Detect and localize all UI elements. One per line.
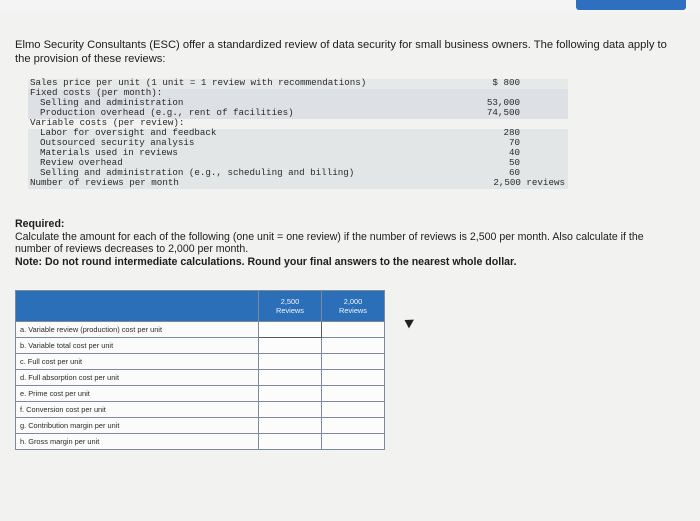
data-value: 70 bbox=[508, 137, 520, 148]
table-header-row bbox=[16, 291, 385, 322]
data-value: 60 bbox=[508, 167, 520, 178]
data-label: Outsourced security analysis bbox=[40, 137, 195, 148]
data-label: Labor for oversight and feedback bbox=[40, 127, 217, 138]
table-row bbox=[16, 338, 385, 354]
answer-input-2000[interactable] bbox=[322, 402, 385, 418]
row-label: g. Contribution margin per unit bbox=[16, 418, 259, 434]
answer-input-2000[interactable] bbox=[322, 338, 385, 354]
row-label: c. Full cost per unit bbox=[16, 354, 259, 370]
answer-input-2500[interactable] bbox=[259, 402, 322, 418]
data-value: 50 bbox=[508, 157, 520, 168]
required-heading: Required: bbox=[15, 218, 65, 230]
table-row bbox=[16, 354, 385, 370]
data-label: Number of reviews per month bbox=[30, 177, 179, 188]
table-row bbox=[16, 370, 385, 386]
row-label: h. Gross margin per unit bbox=[16, 434, 259, 450]
data-label: Fixed costs (per month): bbox=[30, 87, 163, 98]
data-label: Production overhead (e.g., rent of facilities) bbox=[40, 107, 294, 118]
data-label: Review overhead bbox=[40, 157, 123, 168]
answer-table bbox=[15, 290, 385, 450]
data-label: Sales price per unit (1 unit = 1 review with recommendations) bbox=[30, 77, 367, 88]
data-label: Materials used in reviews bbox=[40, 147, 178, 158]
table-row bbox=[16, 322, 385, 338]
table-row bbox=[16, 386, 385, 402]
data-value: $ 800 bbox=[492, 77, 520, 88]
cost-data-block bbox=[30, 78, 565, 188]
required-note: Note: Do not round intermediate calculations. Round your final answers to the nearest whole dollar. bbox=[15, 255, 517, 268]
header-2500-value: 2,500 bbox=[280, 297, 300, 306]
header-2000-value: 2,000 bbox=[343, 297, 363, 306]
header-2500-unit: Reviews bbox=[276, 306, 304, 315]
row-label: b. Variable total cost per unit bbox=[16, 338, 259, 354]
header-2000-unit: Reviews bbox=[339, 306, 367, 315]
data-row bbox=[30, 178, 565, 188]
top-action-button[interactable] bbox=[576, 0, 686, 10]
data-value: 280 bbox=[503, 127, 520, 138]
row-label: a. Variable review (production) cost per unit bbox=[16, 322, 259, 338]
top-bar bbox=[0, 0, 700, 12]
row-label: d. Full absorption cost per unit bbox=[16, 370, 259, 386]
data-label: Selling and administration bbox=[40, 97, 184, 108]
header-2500-reviews bbox=[259, 291, 322, 322]
table-row bbox=[16, 434, 385, 450]
answer-input-2000[interactable] bbox=[322, 354, 385, 370]
header-2000-reviews bbox=[322, 291, 385, 322]
answer-input-2500[interactable] bbox=[259, 354, 322, 370]
answer-input-2000[interactable] bbox=[322, 434, 385, 450]
data-value: 40 bbox=[508, 147, 520, 158]
table-row bbox=[16, 402, 385, 418]
row-label: e. Prime cost per unit bbox=[16, 386, 259, 402]
header-blank-cell bbox=[16, 291, 259, 322]
answer-input-2000[interactable] bbox=[322, 418, 385, 434]
answer-input-2500[interactable] bbox=[259, 322, 322, 338]
answer-input-2000[interactable] bbox=[322, 370, 385, 386]
mouse-cursor-icon bbox=[402, 316, 414, 329]
required-section bbox=[15, 218, 675, 268]
data-label: Variable costs (per review): bbox=[30, 117, 185, 128]
answer-input-2500[interactable] bbox=[259, 434, 322, 450]
answer-input-2500[interactable] bbox=[259, 370, 322, 386]
answer-input-2000[interactable] bbox=[322, 322, 385, 338]
row-label: f. Conversion cost per unit bbox=[16, 402, 259, 418]
answer-input-2000[interactable] bbox=[322, 386, 385, 402]
intro-text: Elmo Security Consultants (ESC) offer a standardized review of data security for small business owners. The following data apply to the provision of these reviews: bbox=[15, 39, 667, 65]
data-label: Selling and administration (e.g., scheduling and billing) bbox=[40, 167, 355, 178]
data-value: 74,500 bbox=[486, 107, 520, 118]
answer-input-2500[interactable] bbox=[259, 338, 322, 354]
required-text: Calculate the amount for each of the following (one unit = one review) if the number of reviews is 2,500 per month. Also calculate if the number of reviews decreases to 2,000 per month. bbox=[15, 230, 644, 255]
table-row bbox=[16, 418, 385, 434]
data-value: 53,000 bbox=[486, 97, 520, 108]
answer-input-2500[interactable] bbox=[259, 386, 322, 402]
answer-input-2500[interactable] bbox=[259, 418, 322, 434]
data-value: 2,500 reviews bbox=[493, 177, 565, 188]
